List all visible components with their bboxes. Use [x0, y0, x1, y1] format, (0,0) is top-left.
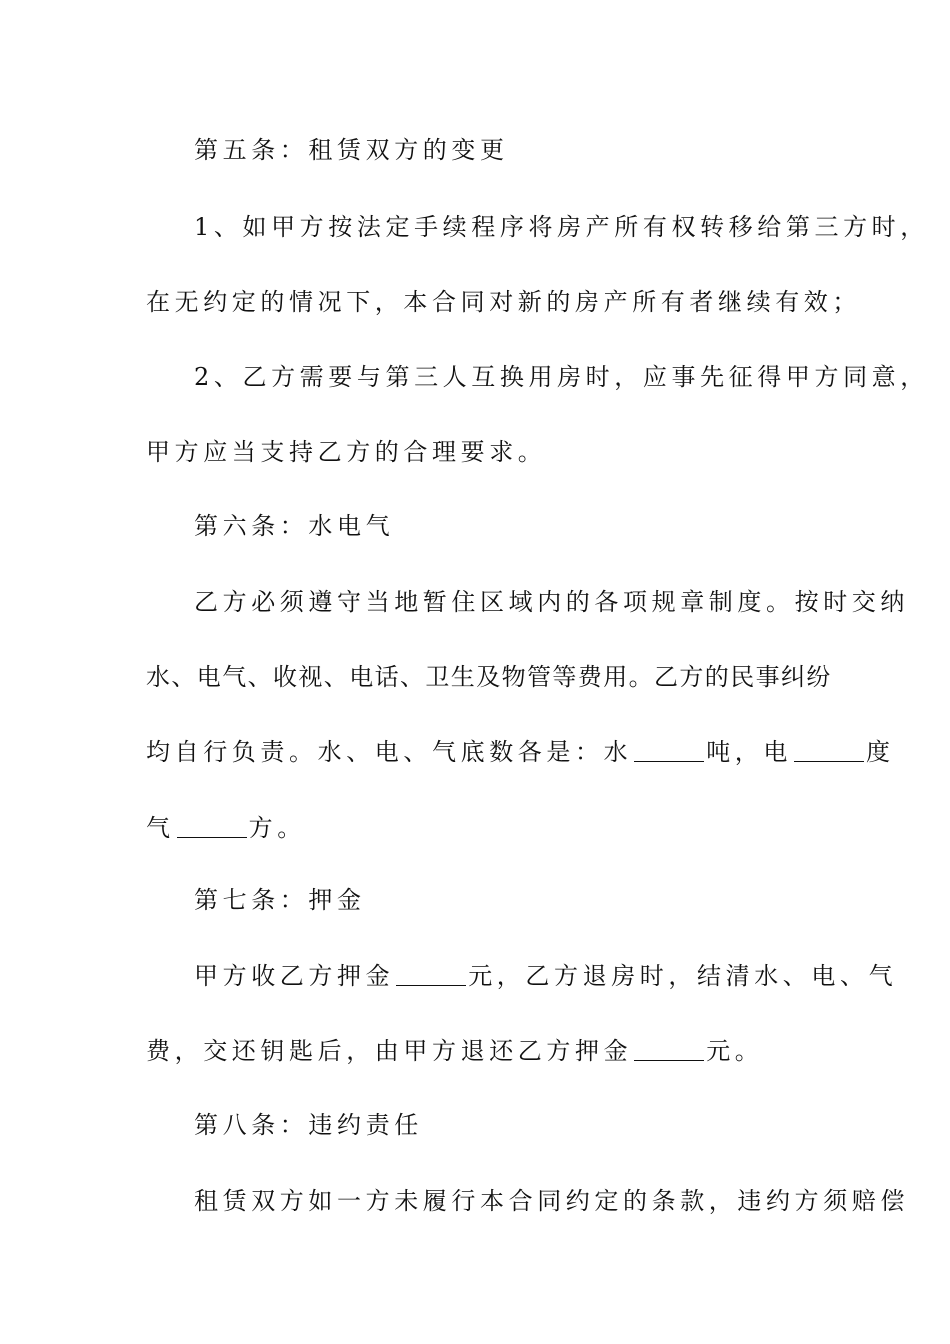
blank-field-refund: [634, 1034, 704, 1061]
text-segment: 度: [866, 738, 895, 766]
article-6-paragraph-line-3: [146, 732, 895, 772]
article-5-clause-1-line-1: 1、如甲方按法定手续程序将房产所有权转移给第三方时，: [194, 213, 929, 241]
article-5-clause-2-line-1: 2、乙方需要与第三人互换用房时，应事先征得甲方同意，: [194, 363, 929, 391]
text-segment: 方。: [248, 814, 306, 842]
blank-field-water: [634, 735, 704, 762]
text-segment: 均自行负责。水、电、气底数各是：水: [146, 738, 633, 766]
article-6-paragraph-line-4: [146, 808, 806, 848]
article-7-paragraph-line-2: [146, 1031, 806, 1071]
article-6-paragraph-line-2: 水、电气、收视、电话、卫生及物管等费用。乙方的民事纠纷: [146, 663, 832, 691]
article-5-clause-2-line-2: 甲方应当支持乙方的合理要求。: [146, 438, 547, 466]
text-segment: 费，交还钥匙后，由甲方退还乙方押金: [146, 1037, 633, 1065]
text-segment: 吨，电: [706, 738, 793, 766]
article-7-heading: 第七条：押金: [194, 886, 366, 914]
text-segment: 元，乙方退房时，结清水、电、气: [468, 962, 898, 990]
text-segment: 气: [146, 814, 175, 842]
article-5-clause-1-line-2: 在无约定的情况下，本合同对新的房产所有者继续有效；: [146, 288, 861, 316]
blank-field-deposit: [396, 959, 466, 986]
blank-field-electricity: [794, 735, 864, 762]
article-6-paragraph-line-1: 乙方必须遵守当地暂住区域内的各项规章制度。按时交纳: [194, 588, 909, 616]
text-segment: 甲方收乙方押金: [194, 962, 395, 990]
article-8-paragraph-line-1: 租赁双方如一方未履行本合同约定的条款，违约方须赔偿: [194, 1187, 909, 1215]
blank-field-gas: [177, 811, 247, 838]
article-8-heading: 第八条：违约责任: [194, 1111, 423, 1139]
article-7-paragraph-line-1: [194, 956, 898, 996]
article-6-heading: 第六条：水电气: [194, 512, 395, 540]
text-segment: 元。: [706, 1037, 764, 1065]
article-5-heading: 第五条：租赁双方的变更: [194, 136, 509, 164]
